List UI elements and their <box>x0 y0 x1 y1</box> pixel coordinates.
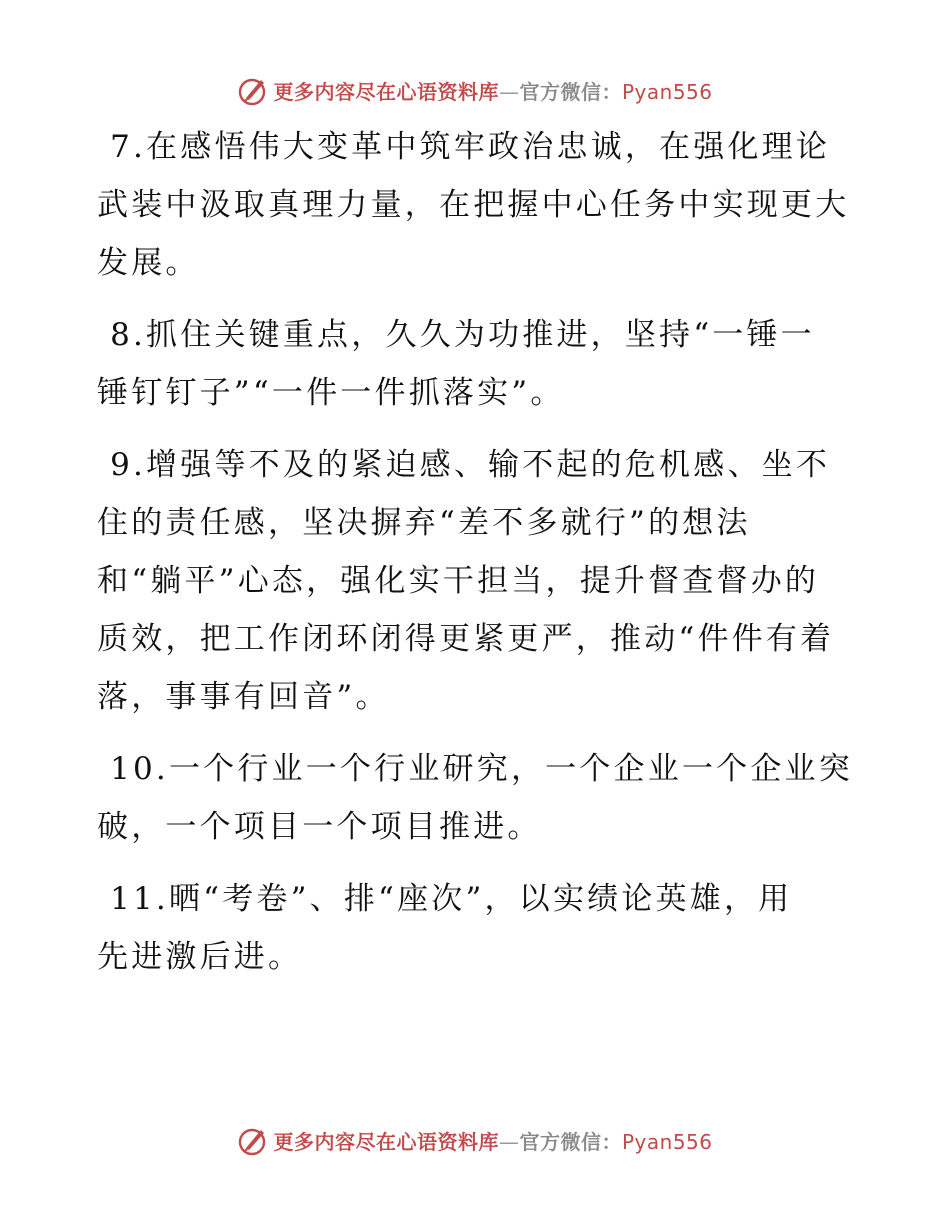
paragraph-line: 发展。 <box>97 245 200 281</box>
paragraph-line: 11.晒“考卷”、排“座次”，以实绩论英雄，用 <box>97 881 793 917</box>
paragraph-line: 先进激后进。 <box>97 939 303 975</box>
paragraph-line: 8.抓住关键重点，久久为功推进，坚持“一锤一 <box>97 317 815 353</box>
paragraph-line: 10.一个行业一个行业研究，一个企业一个企业突 <box>97 751 853 787</box>
quill-logo-icon <box>237 74 269 106</box>
watermark-wechat-label: 官方微信： <box>519 1129 622 1154</box>
paragraph-11 <box>97 870 857 986</box>
paragraph-8 <box>97 306 857 422</box>
watermark-site-text: 更多内容尽在心语资料库 <box>273 1129 499 1154</box>
document-body <box>97 118 857 1000</box>
paragraph-line: 住的责任感，坚决摒弃“差不多就行”的想法 <box>97 505 751 541</box>
watermark-wechat-id: Pyan556 <box>621 1129 713 1154</box>
paragraph-line: 和“躺平”心态，强化实干担当，提升督查督办的 <box>97 563 820 599</box>
watermark-dash: — <box>498 1129 520 1154</box>
watermark-site-text: 更多内容尽在心语资料库 <box>273 79 499 104</box>
footer-watermark <box>0 1120 950 1160</box>
paragraph-line: 质效，把工作闭环闭得更紧更严，推动“件件有着 <box>97 621 835 657</box>
header-watermark <box>0 70 950 110</box>
watermark-wechat-label: 官方微信： <box>519 79 622 104</box>
paragraph-line: 7.在感悟伟大变革中筑牢政治忠诚，在强化理论 <box>97 129 831 165</box>
quill-logo-icon <box>237 1124 269 1156</box>
paragraph-7 <box>97 118 857 292</box>
paragraph-line: 武装中汲取真理力量，在把握中心任务中实现更大 <box>97 187 850 223</box>
watermark-wechat-id: Pyan556 <box>621 79 713 104</box>
paragraph-line: 锤钉钉子”“一件一件抓落实”。 <box>97 375 565 411</box>
paragraph-9 <box>97 436 857 726</box>
watermark-dash: — <box>498 79 520 104</box>
paragraph-line: 落，事事有回音”。 <box>97 679 390 715</box>
paragraph-line: 9.增强等不及的紧迫感、输不起的危机感、坐不 <box>97 447 831 483</box>
paragraph-line: 破，一个项目一个项目推进。 <box>97 809 542 845</box>
paragraph-10 <box>97 740 857 856</box>
